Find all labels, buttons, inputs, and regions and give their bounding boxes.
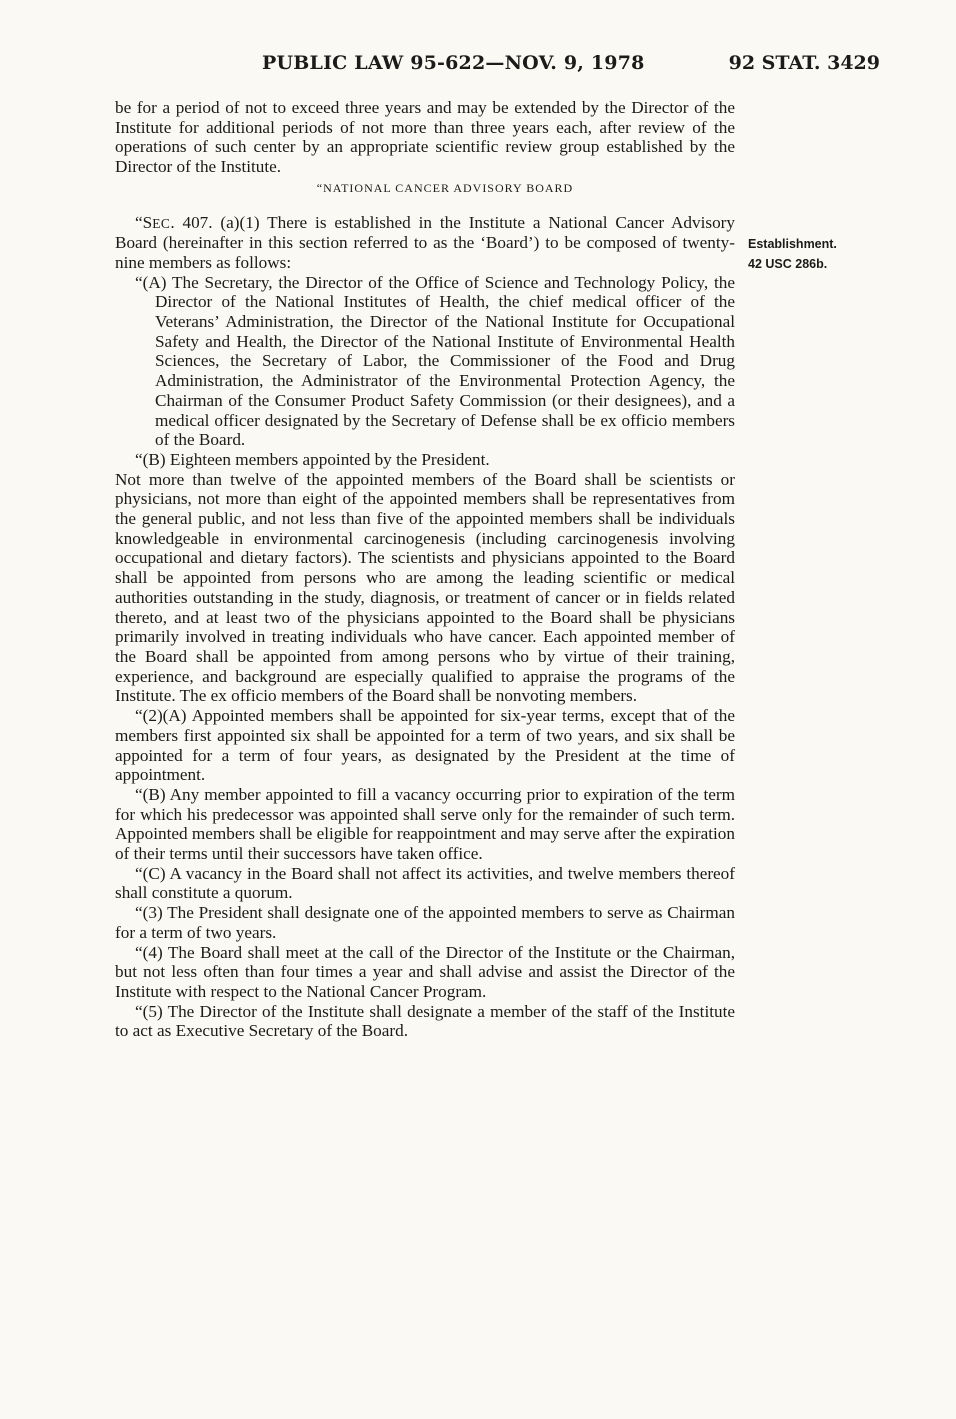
running-header-title: PUBLIC LAW 95-622—NOV. 9, 1978 (262, 52, 645, 74)
paragraph-section-407 (115, 213, 735, 273)
paragraph-2b: “(B) Any member appointed to fill a vacancy occurring prior to expiration of the term for which his predecessor was appointed shall serve only for the remainder of such term. Appointed members shall be eligible for reappointment and may serve after the expiration of their terms until their successors have taken office. (115, 784, 735, 864)
paragraph-4: “(4) The Board shall meet at the call of the Director of the Institute or the Chairman, but not less often than four times a year and shall advise and assist the Director of the Institute with respect to the National Cancer Program. (115, 942, 735, 1001)
section-prefix-smallcaps: EC (152, 215, 171, 231)
paragraph-3: “(3) The President shall designate one of the appointed members to serve as Chairman for a term of two years. (115, 903, 735, 942)
paragraph-continuation: be for a period of not to exceed three years and may be extended by the Director of the Institute for additional periods of not more than three years each, after review of the operations of such center by an appropriate scientific review group established by the Director of the Institute. (115, 98, 735, 177)
section-prefix: “S (135, 212, 153, 232)
paragraph-b: “(B) Eighteen members appointed by the President. (135, 449, 490, 469)
margin-note-establishment: Establishment. (748, 237, 837, 251)
statute-page-number: 92 STAT. 3429 (728, 52, 880, 74)
paragraph-2c: “(C) A vacancy in the Board shall not affect its activities, and twelve members thereof shall constitute a quorum. (115, 863, 735, 903)
paragraph-appointed-members: Not more than twelve of the appointed members of the Board shall be scientists or physicians, not more than eight of the appointed members shall be representatives from the general public, and not less than five of the appointed members shall be individuals knowledgeable in environmental carcinogenesis (including carcinogenesis involving occupational and dietary factors). The scientists and physicians appointed to the Board shall be appointed from persons who are among the leading scientific or medical authorities outstanding in the study, diagnosis, or treatment of cancer or in fields related thereto, and at least two of the physicians appointed to the Board shall be physicians primarily involved in treating individuals who have cancer. Each appointed member of the Board shall be appointed from among persons who by virtue of their training, experience, and background are especially qualified to appraise the programs of the Institute. The ex officio members of the Board shall be nonvoting members. (115, 469, 735, 706)
section-heading: “NATIONAL CANCER ADVISORY BOARD (316, 180, 574, 195)
margin-note-usc-citation: 42 USC 286b. (748, 257, 828, 271)
margin-notes (748, 234, 837, 274)
paragraph-5: “(5) The Director of the Institute shall designate a member of the staff of the Institute to act as Executive Secretary of the Board. (115, 1001, 735, 1041)
paragraph-2a: “(2)(A) Appointed members shall be appointed for six-year terms, except that of the members first appointed six shall be appointed for a term of two years, and six shall be appointed for a term of four years, as designated by the President at the time of appointment. (115, 706, 735, 785)
statute-body (115, 98, 735, 1041)
paragraph-a: “(A) The Secretary, the Director of the Office of Science and Technology Policy, the Director of the National Institutes of Health, the chief medical officer of the Veterans’ Administration, the Director of the National Institute for Occupational Safety and Health, the Director of the National Institute of Environmental Health Sciences, the Secretary of Labor, the Commissioner of the Food and Drug Administration, the Administrator of the Environmental Protection Agency, the Chairman of the Consumer Product Safety Commission (or their designees), and a medical officer designated by the Secretary of Defense shall be ex officio members of the Board. (135, 272, 735, 450)
section-text: . 407. (a)(1) There is established in the Institute a National Cancer Advisory Board (hereinafter in this section referred to as the ‘Board’) to be composed of twenty-nine members as follows: (115, 212, 735, 272)
